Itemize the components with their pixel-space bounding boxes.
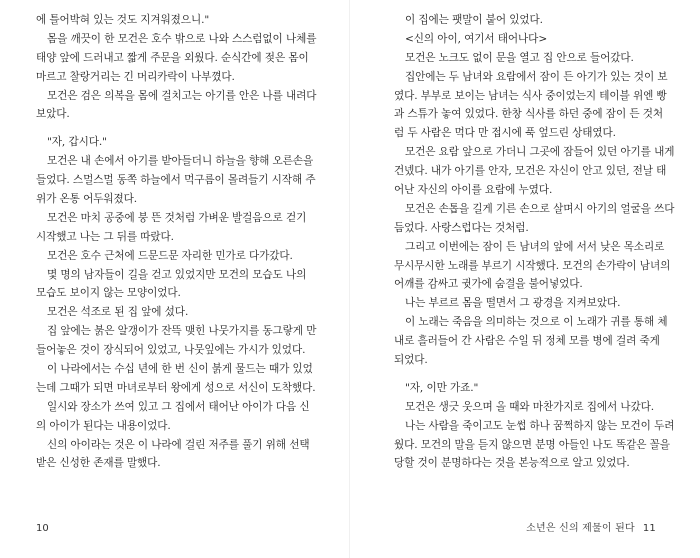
text-line: 마르고 찰랑거리는 긴 머리카락이 나부꼈다. bbox=[36, 70, 235, 83]
text-line: 모습도 보이지 않는 모양이었다. bbox=[36, 287, 181, 300]
text-line: 의 아이가 된다는 내용이었다. bbox=[36, 419, 171, 432]
text-line: 태양 앞에 드러내고 짧게 주문을 외웠다. 순식간에 젖은 몸이 bbox=[36, 51, 309, 64]
text-line: 보았다. bbox=[36, 108, 70, 121]
text-line: 에 틀어박혀 있는 것도 지겨워졌으니." bbox=[36, 14, 210, 26]
text-line: 이 나라에서는 수십 년에 한 번 신이 붉게 물드는 때가 있었 bbox=[47, 363, 313, 376]
text-line: 그리고 이번에는 잠이 든 남녀의 앞에 서서 낮은 목소리로 bbox=[405, 240, 665, 253]
text-line: 집 앞에는 붉은 알갱이가 잔뜩 맺힌 나뭇가지를 동그랗게 만 bbox=[47, 325, 317, 338]
text-line: 듬었다. 사랑스럽다는 것처럼. bbox=[394, 221, 529, 234]
text-line: 당할 것이 분명하다는 것을 본능적으로 알고 있었다. bbox=[394, 457, 630, 470]
text-line: "자, 갑시다." bbox=[47, 136, 107, 149]
text-line: <신의 아이, 여기서 태어나다> bbox=[405, 32, 548, 45]
text-line: 어난 자신의 아이를 요람에 누였다. bbox=[394, 184, 553, 197]
right-page bbox=[350, 0, 700, 558]
text-line: 모건은 생긋 웃으며 올 때와 마찬가지로 집에서 나갔다. bbox=[405, 400, 655, 413]
text-line: 였다. 부부로 보이는 남녀는 식사 중이었는지 테이블 위엔 빵 bbox=[394, 89, 667, 102]
text-line: 나는 사람을 죽이고도 눈썹 하나 꿈쩍하지 않는 모건이 두려 bbox=[405, 419, 675, 432]
text-line: 되었다. bbox=[394, 354, 428, 367]
right-page-body bbox=[394, 11, 677, 473]
left-page-number: 10 bbox=[36, 523, 49, 534]
text-line: 어깨를 감싸고 귓가에 숨결을 불어넣었다. bbox=[394, 278, 583, 291]
text-line: 신의 아이라는 것은 이 나라에 걸린 저주를 풀기 위해 선택 bbox=[47, 438, 310, 451]
text-line: 들어놓은 것이 장식되어 있었고, 나뭇잎에는 가시가 있었다. bbox=[36, 344, 306, 357]
text-line: 일시와 장소가 쓰여 있고 그 집에서 태어난 아이가 다음 신 bbox=[47, 400, 310, 413]
text-line: 는데 그때가 되면 마녀로부터 왕에게 성으로 서신이 도착했다. bbox=[36, 381, 316, 394]
text-line: 집안에는 두 남녀와 요람에서 잠이 든 아기가 있는 것이 보 bbox=[405, 70, 668, 83]
paragraph-gap bbox=[394, 370, 677, 379]
text-line: "자, 이만 가죠." bbox=[405, 381, 479, 394]
text-line: 위가 온통 어두워졌다. bbox=[36, 193, 138, 206]
text-line: 무시무시한 노래를 부르기 시작했다. 모건의 손가락이 남녀의 bbox=[394, 259, 671, 272]
text-line: 모건은 호수 근처에 드문드문 자리한 민가로 다가갔다. bbox=[47, 249, 293, 262]
text-line: 럼 두 사람은 먹다 만 접시에 푹 엎드린 상태였다. bbox=[394, 127, 616, 140]
text-line: 모건은 손톱을 길게 기른 손으로 살며시 아기의 얼굴을 쓰다 bbox=[405, 202, 675, 215]
text-line: 시작했고 나는 그 뒤를 따랐다. bbox=[36, 230, 174, 243]
text-line: 모건은 내 손에서 아기를 받아들더니 하늘을 향해 오른손을 bbox=[47, 155, 314, 168]
text-line: 이 노래는 죽음을 의미하는 것으로 이 노래가 귀를 통해 체 bbox=[405, 316, 668, 329]
text-line: 모건은 노크도 없이 문을 열고 집 안으로 들어갔다. bbox=[405, 51, 634, 64]
text-line: 받은 신성한 존재를 말했다. bbox=[36, 457, 161, 470]
text-line: 모건은 마치 공중에 붕 뜬 것처럼 가벼운 발걸음으로 걷기 bbox=[47, 211, 307, 224]
text-line: 몸을 깨끗이 한 모건은 호수 밖으로 나와 스스럼없이 나체를 bbox=[47, 32, 317, 45]
text-line: 모건은 요람 앞으로 가더니 그곳에 잠들어 있던 아기를 내게 bbox=[405, 146, 675, 159]
text-line: 이 집에는 팻말이 붙어 있었다. bbox=[405, 14, 543, 26]
running-head-title: 소년은 신의 제물이 된다 bbox=[526, 523, 635, 534]
text-line: 모건은 검은 의복을 몸에 걸치고는 아기를 안은 나를 내려다 bbox=[47, 89, 317, 102]
text-line: 모건은 석조로 된 집 앞에 섰다. bbox=[47, 306, 189, 319]
text-line: 들었다. 스멀스멀 동쪽 하늘에서 먹구름이 몰려들기 시작해 주 bbox=[36, 174, 316, 187]
text-line: 웠다. 모건의 말을 듣지 않으면 분명 아들인 나도 똑같은 꼴을 bbox=[394, 438, 670, 451]
text-line: 나는 부르르 몸을 떨면서 그 광경을 지켜보았다. bbox=[405, 297, 621, 310]
text-line: 몇 명의 남자들이 길을 걷고 있었지만 모건의 모습도 나의 bbox=[47, 268, 307, 281]
paragraph-gap bbox=[36, 124, 319, 133]
text-line: 과 스튜가 놓여 있었다. 한창 식사를 하던 중에 잠이 든 것처 bbox=[394, 108, 664, 121]
left-page-body bbox=[36, 11, 319, 473]
text-line: 건넸다. 내가 아기를 안자, 모건은 자신이 안고 있던, 전날 태 bbox=[394, 165, 667, 178]
text-line: 내로 흘러들어 간 사람은 수일 뒤 정체 모를 병에 걸려 죽게 bbox=[394, 335, 660, 348]
running-footer bbox=[526, 519, 656, 534]
right-page-number: 11 bbox=[642, 523, 656, 534]
